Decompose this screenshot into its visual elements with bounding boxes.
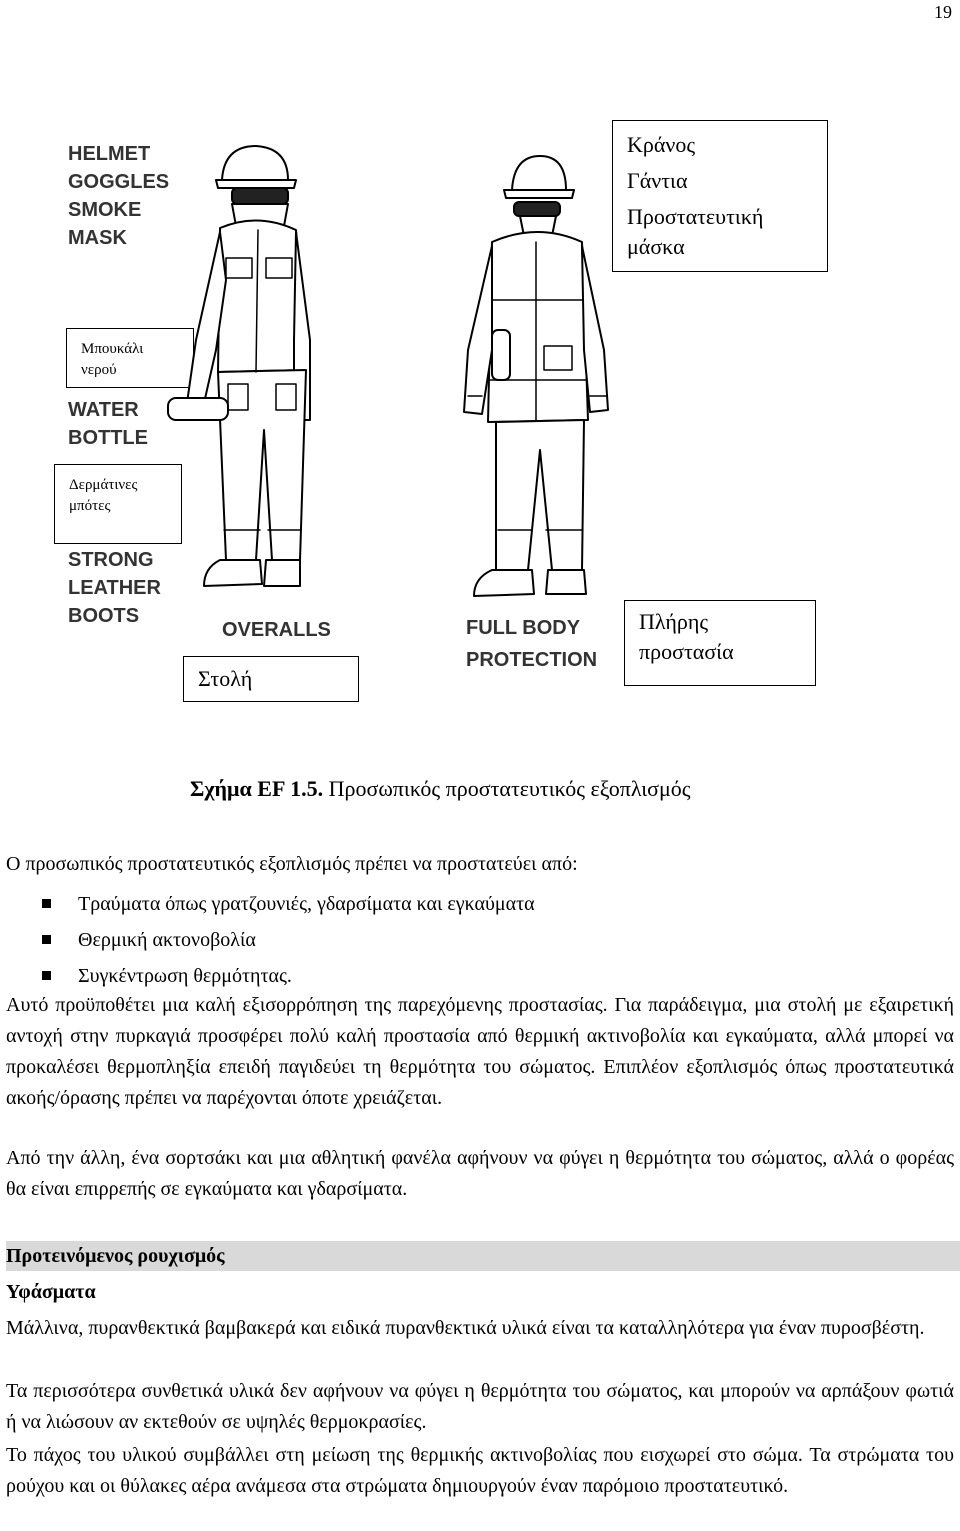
label-overalls: OVERALLS (222, 619, 331, 641)
page-number: 19 (934, 2, 952, 22)
label-full-body: FULL BODY PROTECTION (466, 617, 598, 671)
list-item: Τραύματα όπως γρατζουνιές, γδαρσίματα και εγκαύματα (42, 886, 535, 922)
paragraph-synthetics: Τα περισσότερα συνθετικά υλικά δεν αφήνουν να φύγει η θερμότητα του σώματος, και μπορούν να αρπάξουν φωτιά ή να λιώσουν αν εκτεθούν σε υψηλές θερμοκρασίες. (6, 1380, 954, 1433)
list-item: Θερμική ακτονοβολία (42, 922, 535, 958)
paragraph-thickness: Το πάχος του υλικού συμβάλλει στη μείωση της θερμικής ακτινοβολίας που εισχωρεί στο σώμα. Τα στρώματα του ρούχου και οι θύλακες αέρα ανάμεσα στα στρώματα δημιουργούν έναν παρόμοιο προστατευτικό. (6, 1444, 954, 1497)
paragraph-fabrics: Μάλλινα, πυρανθεκτικά βαμβακερά και ειδικά πυρανθεκτικά υλικά είναι τα καταλληλότερα για έναν πυροσβέστη. (6, 1317, 925, 1339)
subsection-title: Υφάσματα (6, 1281, 96, 1303)
paragraph-balance: Αυτό προϋποθέτει μια καλή εξισορρόπηση της παρεχόμενης προστασίας. Για παράδειγμα, μια στολή με εξαιρετική αντοχή στην πυρκαγιά προσφέρει πολύ καλή προστασία από θερμική ακτινοβολία και εγκαύματα, αλλά μπορεί να προκαλέσει θερμοπληξία επειδή παγιδεύει τη θερμότητα του σώματος. Επιπλέον εξοπλισμός όπως προστατευτικά ακοής/όρασης πρέπει να παρέχονται όποτε χρειάζεται. (6, 994, 954, 1109)
section-title: Προτεινόμενος ρουχισμός (6, 1245, 225, 1267)
label-helmet: HELMET (68, 143, 151, 165)
label-goggles: GOGGLES (68, 171, 170, 193)
figure-caption-label: Σχήμα EF 1.5. (190, 776, 324, 801)
label-smoke: SMOKE (68, 199, 142, 221)
figure-caption (190, 776, 691, 802)
label-boots: STRONG LEATHER BOOTS (68, 549, 161, 627)
bullet-list (42, 886, 535, 994)
label-helmet-group (68, 140, 169, 252)
list-item: Συγκέντρωση θερμότητας. (42, 958, 535, 994)
figure-caption-text: Προσωπικός προστατευτικός εξοπλισμός (323, 776, 691, 801)
box-helmet-gloves-mask: Κράνος Γάντια Προστατευτική μάσκα (612, 120, 828, 272)
firefighter-full-body-illustration (448, 150, 628, 600)
box-full-protection: Πλήρης προστασία (624, 600, 816, 686)
box-water-bottle: Μπουκάλι νερού (66, 328, 194, 388)
label-water-bottle: WATER BOTTLE (68, 399, 148, 449)
box-leather-boots: Δερμάτινες μπότες (54, 464, 182, 544)
intro-text: Ο προσωπικός προστατευτικός εξοπλισμός πρέπει να προστατεύει από: (6, 853, 578, 875)
label-mask: MASK (68, 227, 127, 249)
firefighter-overalls-illustration (160, 140, 320, 600)
box-uniform: Στολή (183, 656, 359, 702)
paragraph-shorts: Από την άλλη, ένα σορτσάκι και μια αθλητική φανέλα αφήνουν να φύγει η θερμότητα του σώματος, αλλά ο φορέας θα είναι επιρρεπής σε εγκαύματα και γδαρσίματα. (6, 1147, 954, 1200)
